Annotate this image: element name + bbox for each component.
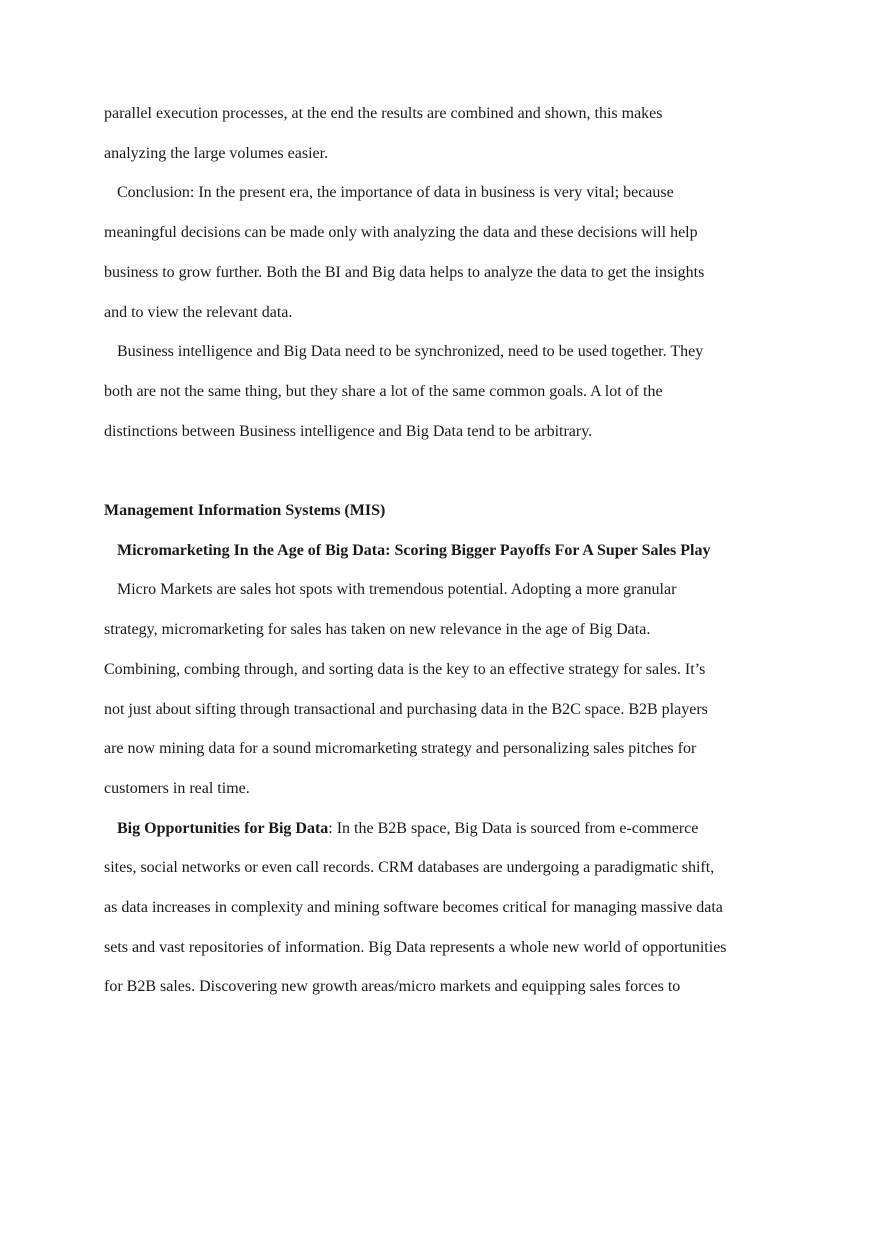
subheading: Micromarketing In the Age of Big Data: Scoring Bigger Payoffs For A Super Sales Play [117,541,711,559]
text-run: : In the B2B space, Big Data is sourced from e-commerce [328,819,699,837]
text-line: Combining, combing through, and sorting data is the key to an effective strategy for sales. It’s [104,660,706,678]
text-line: analyzing the large volumes easier. [104,144,329,162]
text-line: sites, social networks or even call records. CRM databases are undergoing a paradigmatic shift, [104,859,715,877]
paragraph-parallel-execution [104,94,784,173]
text-line: parallel execution processes, at the end the results are combined and shown, this makes [104,105,663,122]
text-line: meaningful decisions can be made only with analyzing the data and these decisions will help [104,224,698,242]
text-line: as data increases in complexity and mining software becomes critical for managing massive data [104,899,723,917]
paragraph-micro-markets [104,570,784,808]
text-line: Micro Markets are sales hot spots with tremendous potential. Adopting a more granular [117,581,677,599]
text-line: strategy, micromarketing for sales has taken on new relevance in the age of Big Data. [104,621,651,639]
paragraph-conclusion [104,173,784,332]
text-line: customers in real time. [104,779,250,797]
text-line: Conclusion: In the present era, the importance of data in business is very vital; because [117,184,674,202]
text-line: distinctions between Business intelligence and Big Data tend to be arbitrary. [104,422,593,440]
text-line: not just about sifting through transactional and purchasing data in the B2C space. B2B players [104,700,708,718]
paragraph-big-opportunities [104,809,784,1008]
bold-lead: Big Opportunities for Big Data [117,819,329,837]
text-line: Business intelligence and Big Data need to be synchronized, need to be used together. They [117,343,704,361]
text-line: both are not the same thing, but they share a lot of the same common goals. A lot of the [104,382,663,400]
text-line [104,809,784,849]
text-line: business to grow further. Both the BI and Big data helps to analyze the data to get the insights [104,263,705,281]
text-line: for B2B sales. Discovering new growth areas/micro markets and equipping sales forces to [104,978,681,996]
text-line: sets and vast repositories of information. Big Data represents a whole new world of opportunities [104,938,727,956]
section-heading: Management Information Systems (MIS) [104,502,386,520]
text-line: and to view the relevant data. [104,303,293,321]
document-page [104,94,784,1007]
section-spacer [104,451,784,491]
text-line: are now mining data for a sound micromarketing strategy and personalizing sales pitches for [104,740,697,758]
paragraph-bi-bigdata [104,332,784,451]
